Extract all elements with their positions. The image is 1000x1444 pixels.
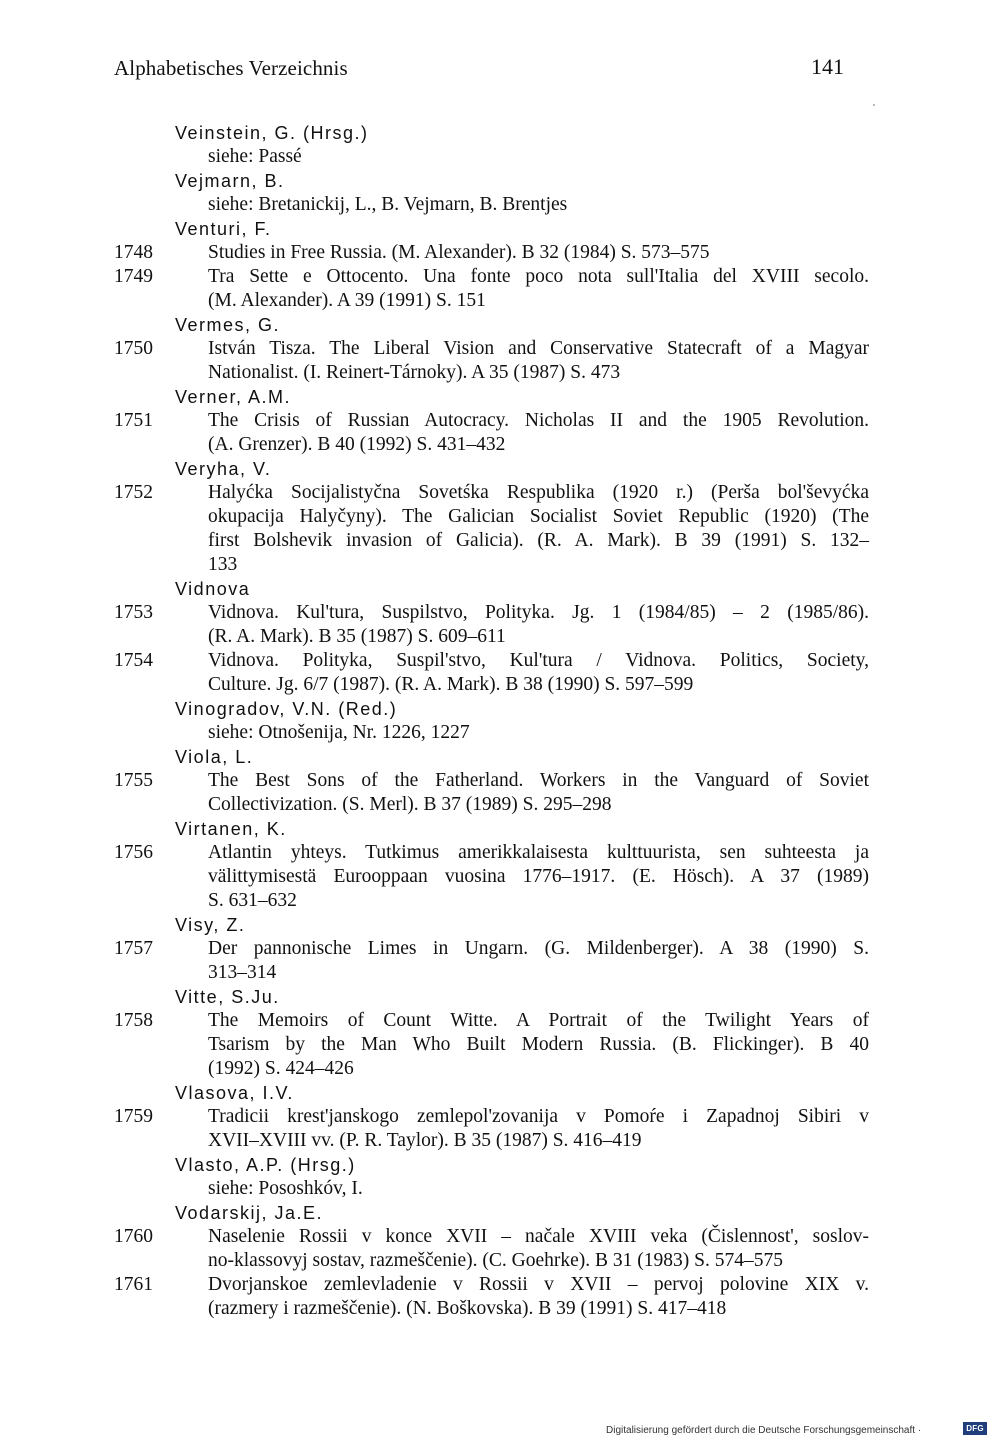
author-heading: Visy, Z. xyxy=(175,915,246,935)
entry-text: Dvorjanskoe zemlevladenie v Rossii v XVII – pervoj polovine XIX v. xyxy=(208,1274,869,1295)
author-heading: Vejmarn, B. xyxy=(175,171,285,191)
author-heading-line xyxy=(0,313,1000,337)
entry-line xyxy=(0,649,1000,673)
author-heading: Vlasova, I.V. xyxy=(175,1083,294,1103)
see-reference: siehe: Passé xyxy=(208,146,302,167)
author-heading: Veinstein, G. (Hrsg.) xyxy=(175,123,369,143)
entry-line xyxy=(0,241,1000,265)
author-heading: Vlasto, A.P. (Hrsg.) xyxy=(175,1155,356,1175)
entry-number: 1755 xyxy=(114,770,153,791)
entry-number: 1749 xyxy=(114,266,153,287)
entry-line xyxy=(0,601,1000,625)
author-heading-line xyxy=(0,745,1000,769)
entry-text: Vidnova. Polityka, Suspil'stvo, Kul'tura / Vidnova. Politics, Society, xyxy=(208,650,869,671)
entry-text: Tsarism by the Man Who Built Modern Russia. (B. Flickinger). B 40 xyxy=(208,1034,869,1055)
author-heading: Vidnova xyxy=(175,579,251,599)
entry-text: no-klassovyj sostav, razmeščenie). (C. Goehrke). B 31 (1983) S. 574–575 xyxy=(208,1250,783,1271)
entry-number: 1752 xyxy=(114,482,153,503)
cross-reference-line xyxy=(0,193,1000,217)
author-heading-line xyxy=(0,385,1000,409)
entry-line xyxy=(0,1249,1000,1273)
see-reference: siehe: Bretanickij, L., B. Vejmarn, B. Brentjes xyxy=(208,194,568,215)
entry-line xyxy=(0,505,1000,529)
entry-line xyxy=(0,841,1000,865)
entry-number: 1760 xyxy=(114,1226,153,1247)
footer-credit: Digitalisierung gefördert durch die Deutsche Forschungsgemeinschaft · xyxy=(606,1425,922,1436)
entry-number: 1758 xyxy=(114,1010,153,1031)
entry-text: The Crisis of Russian Autocracy. Nicholas II and the 1905 Revolution. xyxy=(208,410,869,431)
entry-text: (razmery i razmeščenie). (N. Boškovska). B 39 (1991) S. 417–418 xyxy=(208,1298,727,1319)
entry-text: Tradicii krest'janskogo zemlepol'zovanija v Pomoŕe i Zapadnoj Sibiri v xyxy=(208,1106,869,1127)
entry-text: Collectivization. (S. Merl). B 37 (1989) S. 295–298 xyxy=(208,794,612,815)
author-heading-line xyxy=(0,169,1000,193)
entry-text: (R. A. Mark). B 35 (1987) S. 609–611 xyxy=(208,626,506,647)
entry-number: 1757 xyxy=(114,938,153,959)
entry-line xyxy=(0,937,1000,961)
cross-reference-line xyxy=(0,1177,1000,1201)
entry-text: XVII–XVIII vv. (P. R. Taylor). B 35 (1987) S. 416–419 xyxy=(208,1130,642,1151)
entry-line xyxy=(0,1129,1000,1153)
author-heading: Vinogradov, V.N. (Red.) xyxy=(175,699,398,719)
entry-text: Halyćka Socijalistyčna Sovetśka Respublika (1920 r.) (Perša bol'ševyćka xyxy=(208,482,869,503)
entry-line xyxy=(0,1105,1000,1129)
author-heading-line xyxy=(0,121,1000,145)
entry-line xyxy=(0,553,1000,577)
entry-line xyxy=(0,1297,1000,1321)
entry-text: Naselenie Rossii v konce XVII – načale XVIII veka (Čislennost', soslov- xyxy=(208,1226,869,1247)
entry-text: Tra Sette e Ottocento. Una fonte poco nota sull'Italia del XVIII secolo. xyxy=(208,266,869,287)
entry-text: (1992) S. 424–426 xyxy=(208,1058,354,1079)
author-heading: Vodarskij, Ja.E. xyxy=(175,1203,324,1223)
entry-text: Nationalist. (I. Reinert-Tárnoky). A 35 (1987) S. 473 xyxy=(208,362,621,383)
author-heading-line xyxy=(0,217,1000,241)
author-heading-line xyxy=(0,817,1000,841)
scan-speck xyxy=(873,104,875,106)
entry-text: István Tisza. The Liberal Vision and Conservative Statecraft of a Magyar xyxy=(208,338,869,359)
author-heading-line xyxy=(0,913,1000,937)
entry-line xyxy=(0,793,1000,817)
entry-text: okupacija Halyčyny). The Galician Socialist Soviet Republic (1920) (The xyxy=(208,506,869,527)
cross-reference-line xyxy=(0,145,1000,169)
entry-number: 1750 xyxy=(114,338,153,359)
entry-line xyxy=(0,409,1000,433)
entry-text: Culture. Jg. 6/7 (1987). (R. A. Mark). B 38 (1990) S. 597–599 xyxy=(208,674,694,695)
entry-line xyxy=(0,1033,1000,1057)
entry-text: first Bolshevik invasion of Galicia). (R. A. Mark). B 39 (1991) S. 132– xyxy=(208,530,869,551)
author-heading: Vitte, S.Ju. xyxy=(175,987,280,1007)
entry-line xyxy=(0,865,1000,889)
entry-line xyxy=(0,265,1000,289)
entry-line xyxy=(0,433,1000,457)
author-heading: Virtanen, K. xyxy=(175,819,287,839)
author-heading-line xyxy=(0,1201,1000,1225)
entry-text: (M. Alexander). A 39 (1991) S. 151 xyxy=(208,290,486,311)
entry-line xyxy=(0,1273,1000,1297)
entry-text: Der pannonische Limes in Ungarn. (G. Mildenberger). A 38 (1990) S. xyxy=(208,938,869,959)
entry-line xyxy=(0,961,1000,985)
entry-number: 1756 xyxy=(114,842,153,863)
entry-text: 133 xyxy=(208,554,238,575)
entry-number: 1754 xyxy=(114,650,153,671)
author-heading: Veryha, V. xyxy=(175,459,272,479)
entry-line xyxy=(0,289,1000,313)
entry-line xyxy=(0,529,1000,553)
entry-line xyxy=(0,481,1000,505)
entry-line xyxy=(0,673,1000,697)
entry-line xyxy=(0,1057,1000,1081)
author-heading: Vermes, G. xyxy=(175,315,281,335)
entry-number: 1748 xyxy=(114,242,153,263)
entry-text: Vidnova. Kul'tura, Suspilstvo, Polityka. Jg. 1 (1984/85) – 2 (1985/86). xyxy=(208,602,869,623)
running-header-title: Alphabetisches Verzeichnis xyxy=(114,56,348,80)
entry-text: Studies in Free Russia. (M. Alexander). B 32 (1984) S. 573–575 xyxy=(208,242,710,263)
author-heading: Verner, A.M. xyxy=(175,387,292,407)
entry-text: Atlantin yhteys. Tutkimus amerikkalaisesta kulttuurista, sen suhteesta ja xyxy=(208,842,869,863)
author-heading-line xyxy=(0,577,1000,601)
author-heading: Viola, L. xyxy=(175,747,254,767)
entry-number: 1751 xyxy=(114,410,153,431)
entry-line xyxy=(0,769,1000,793)
entry-text: S. 631–632 xyxy=(208,890,297,911)
entry-number: 1759 xyxy=(114,1106,153,1127)
entry-line xyxy=(0,1009,1000,1033)
author-heading-line xyxy=(0,985,1000,1009)
dfg-logo: DFG xyxy=(963,1422,987,1435)
entry-line xyxy=(0,337,1000,361)
entry-text: The Memoirs of Count Witte. A Portrait of the Twilight Years of xyxy=(208,1010,869,1031)
entry-line xyxy=(0,625,1000,649)
author-heading-line xyxy=(0,697,1000,721)
entry-text: (A. Grenzer). B 40 (1992) S. 431–432 xyxy=(208,434,506,455)
page-number: 141 xyxy=(811,54,844,79)
author-heading-line xyxy=(0,1153,1000,1177)
author-heading: Venturi, F. xyxy=(175,219,272,239)
cross-reference-line xyxy=(0,721,1000,745)
see-reference: siehe: Pososhkóv, I. xyxy=(208,1178,363,1199)
entry-line xyxy=(0,361,1000,385)
entry-line xyxy=(0,889,1000,913)
see-reference: siehe: Otnošenija, Nr. 1226, 1227 xyxy=(208,722,470,743)
entry-line xyxy=(0,1225,1000,1249)
entry-number: 1761 xyxy=(114,1274,153,1295)
entry-text: The Best Sons of the Fatherland. Workers in the Vanguard of Soviet xyxy=(208,770,869,791)
author-heading-line xyxy=(0,457,1000,481)
entry-text: 313–314 xyxy=(208,962,277,983)
entry-number: 1753 xyxy=(114,602,153,623)
author-heading-line xyxy=(0,1081,1000,1105)
index-entries xyxy=(0,121,1000,1321)
entry-text: välittymisestä Eurooppaan vuosina 1776–1917. (E. Hösch). A 37 (1989) xyxy=(208,866,869,887)
